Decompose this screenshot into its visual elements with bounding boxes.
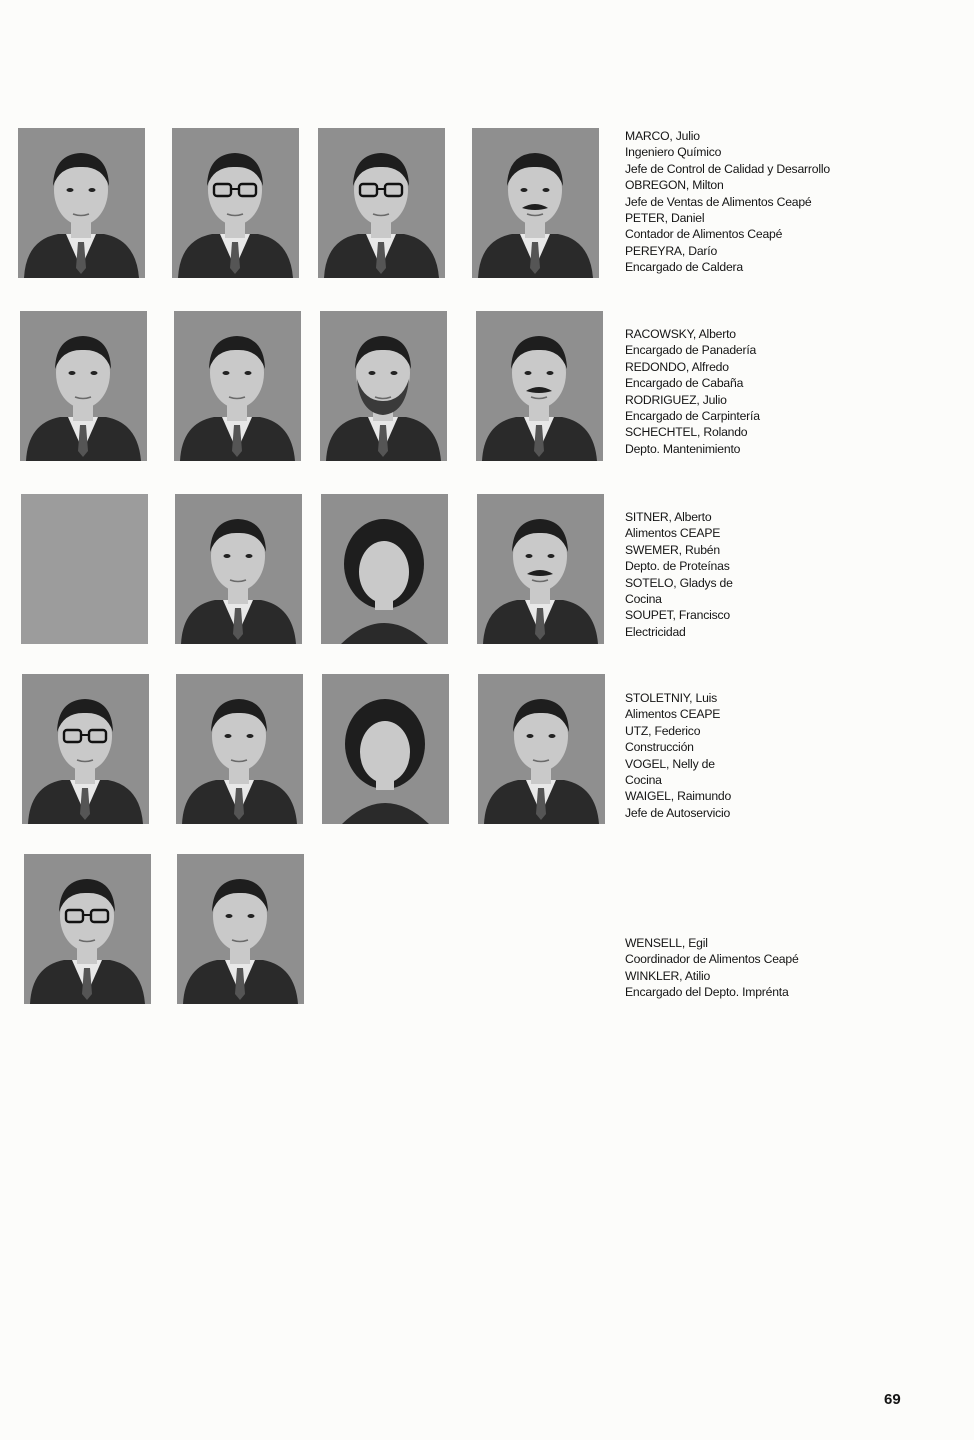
- staff-role: Encargado de Cabaña: [625, 376, 744, 391]
- staff-name: STOLETNIY, Luis: [625, 691, 718, 705]
- staff-role: Depto. de Proteínas: [625, 559, 730, 574]
- staff-name: SOTELO, Gladys de: [625, 575, 733, 590]
- staff-portrait-photo: [477, 494, 604, 644]
- staff-role: Construcción: [625, 740, 694, 755]
- staff-name: RODRIGUEZ, Julio: [625, 392, 727, 407]
- staff-portrait-photo: [20, 311, 147, 461]
- staff-portrait-photo: [176, 674, 303, 824]
- staff-role: Jefe de Autoservicio: [625, 805, 731, 820]
- staff-caption-block: [625, 128, 865, 276]
- staff-name: Jefe de Control de Calidad y Desarrollo: [625, 161, 830, 176]
- staff-role: OBREGON, Milton: [625, 178, 724, 193]
- staff-portrait-photo: [478, 674, 605, 824]
- staff-role: PETER, Daniel: [625, 211, 705, 226]
- staff-portrait-photo: [24, 854, 151, 1004]
- staff-role: Ingeniero Químico: [625, 145, 722, 160]
- staff-caption-block: [625, 690, 865, 821]
- staff-role: Alimentos CEAPE: [625, 707, 721, 722]
- staff-role: Encargado de Panadería: [625, 343, 757, 358]
- staff-name: UTZ, Federico: [625, 723, 701, 738]
- staff-name: SCHECHTEL, Rolando: [625, 425, 748, 440]
- staff-name: RACOWSKY, Alberto: [625, 327, 736, 341]
- staff-portrait-photo: [472, 128, 599, 278]
- staff-role: Coordinador de Alimentos Ceapé: [625, 952, 799, 967]
- staff-portrait-photo: [175, 494, 302, 644]
- staff-role: Alimentos CEAPE: [625, 526, 721, 541]
- staff-name: REDONDO, Alfredo: [625, 359, 729, 374]
- staff-name: SITNER, Alberto: [625, 510, 712, 524]
- staff-role: Electricidad: [625, 624, 686, 639]
- staff-name: Contador de Alimentos Ceapé: [625, 227, 783, 242]
- staff-caption-block: [625, 509, 865, 640]
- staff-name: VOGEL, Nelly de: [625, 756, 715, 771]
- staff-portrait-photo: [174, 311, 301, 461]
- staff-portrait-photo: [22, 674, 149, 824]
- staff-name: SWEMER, Rubén: [625, 542, 720, 557]
- staff-portrait-photo: [177, 854, 304, 1004]
- staff-name: Encargado de Caldera: [625, 260, 743, 275]
- blank-photo-placeholder: [21, 494, 148, 644]
- staff-portrait-photo: [476, 311, 603, 461]
- staff-caption-block: [625, 935, 865, 1001]
- staff-name: MARCO, Julio: [625, 129, 700, 143]
- staff-portrait-photo: [322, 674, 449, 824]
- staff-name: WINKLER, Atilio: [625, 968, 711, 983]
- staff-role: Cocina: [625, 773, 662, 788]
- staff-role: Cocina: [625, 592, 662, 607]
- staff-portrait-photo: [18, 128, 145, 278]
- staff-role: PEREYRA, Darío: [625, 243, 718, 258]
- staff-portrait-photo: [318, 128, 445, 278]
- staff-role: Encargado del Depto. Imprénta: [625, 985, 789, 1000]
- page-number: 69: [884, 1391, 901, 1408]
- staff-name: WENSELL, Egil: [625, 936, 708, 950]
- staff-caption-block: [625, 326, 865, 457]
- staff-portrait-photo: [320, 311, 447, 461]
- staff-role: Depto. Mantenimiento: [625, 441, 741, 456]
- staff-portrait-photo: [172, 128, 299, 278]
- staff-role: Encargado de Carpintería: [625, 409, 760, 424]
- staff-name: SOUPET, Francisco: [625, 608, 730, 623]
- staff-portrait-photo: [321, 494, 448, 644]
- staff-name: WAIGEL, Raimundo: [625, 789, 732, 804]
- staff-name: Jefe de Ventas de Alimentos Ceapé: [625, 194, 812, 209]
